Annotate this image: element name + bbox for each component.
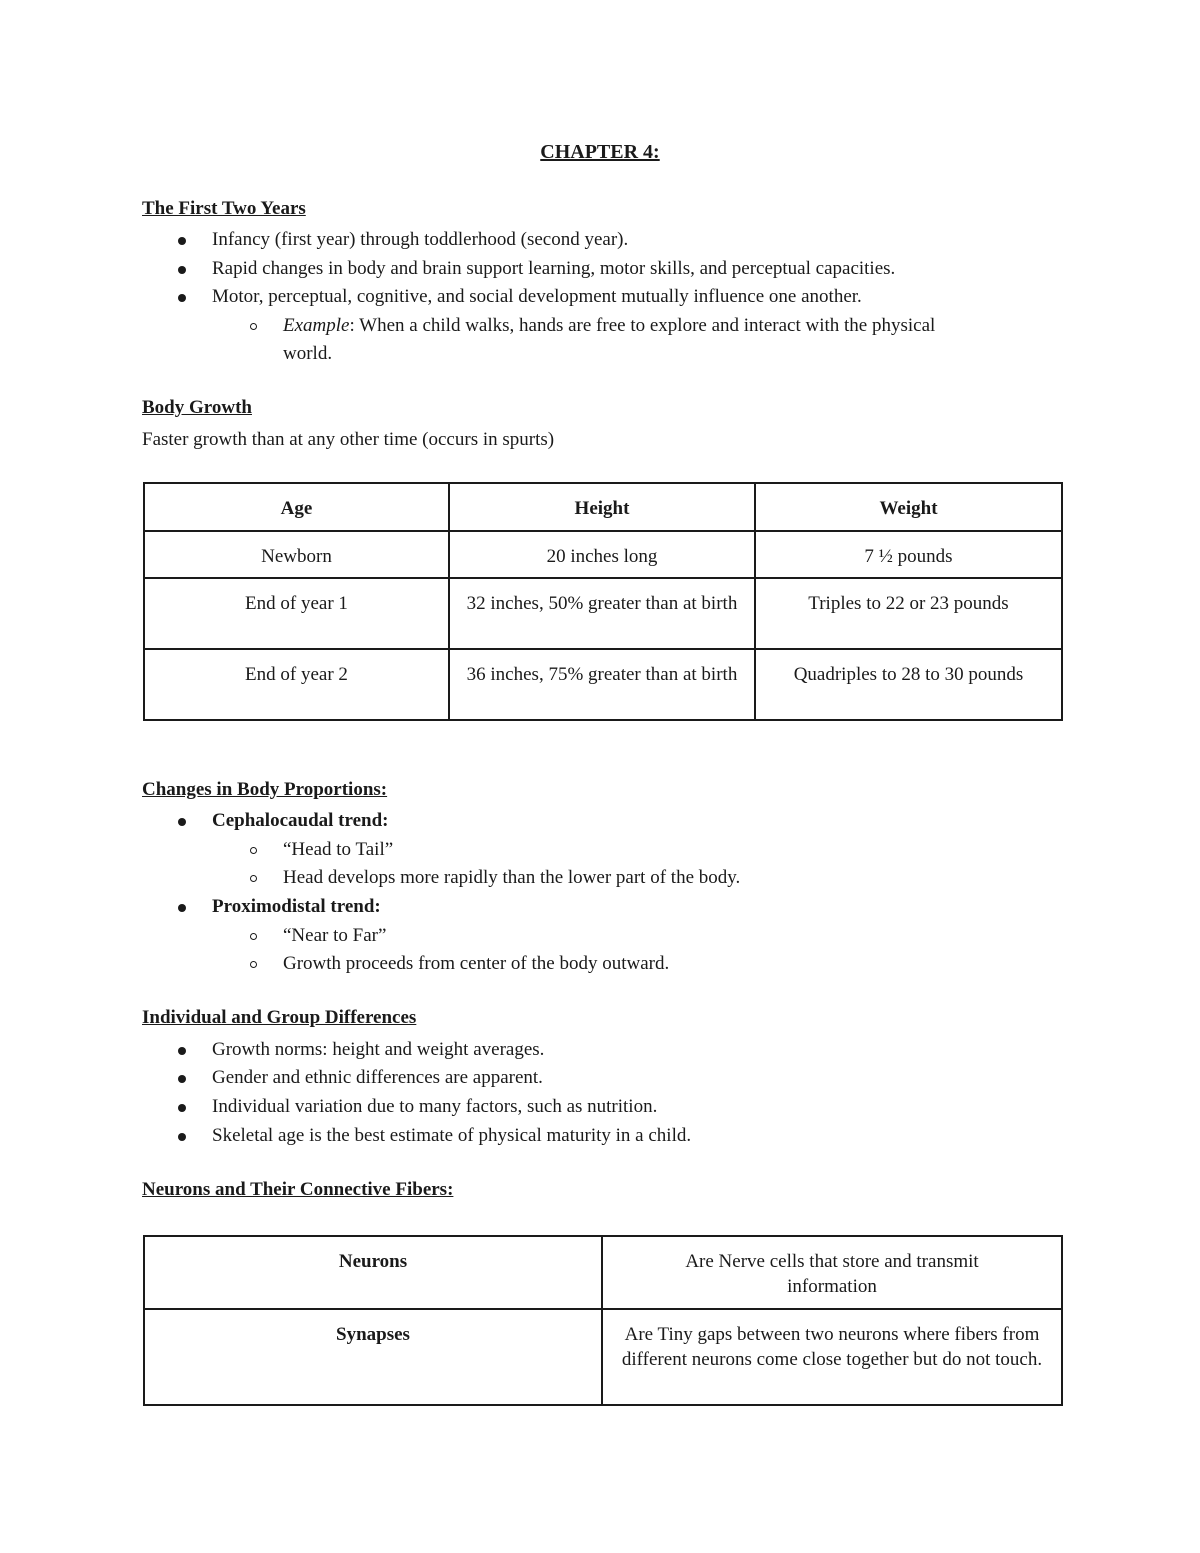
section-heading-body-growth: Body Growth	[142, 397, 252, 418]
sub-bullet-icon	[250, 933, 257, 940]
bullet-icon	[178, 266, 186, 274]
neurons-table	[143, 1235, 1063, 1406]
list-item: Growth norms: height and weight averages.	[212, 1039, 545, 1060]
table-cell: 32 inches, 50% greater than at birth	[449, 578, 755, 649]
example-label: Example	[283, 315, 350, 336]
table-cell: 36 inches, 75% greater than at birth	[449, 649, 755, 720]
bullet-icon	[178, 1075, 186, 1083]
bullet-icon	[178, 1133, 186, 1141]
section-heading-neurons: Neurons and Their Connective Fibers:	[142, 1179, 454, 1200]
list-item: Gender and ethnic differences are apparent.	[212, 1067, 543, 1088]
list-item: Rapid changes in body and brain support learning, motor skills, and perceptual capacities.	[212, 258, 896, 279]
bullet-icon	[178, 904, 186, 912]
section-heading-differences: Individual and Group Differences	[142, 1007, 417, 1028]
table-cell: Are Nerve cells that store and transmit information	[602, 1236, 1062, 1309]
table-cell: Neurons	[144, 1236, 602, 1309]
table-row	[144, 649, 1062, 720]
table-row	[144, 578, 1062, 649]
trend-proximodistal: Proximodistal trend:	[212, 896, 381, 917]
bullet-icon	[178, 1047, 186, 1055]
sub-bullet-icon	[250, 847, 257, 854]
sub-list-item: “Near to Far”	[283, 925, 387, 946]
table-cell: 20 inches long	[449, 531, 755, 578]
bullet-icon	[178, 818, 186, 826]
table-header-cell: Weight	[755, 483, 1062, 531]
table-row	[144, 1236, 1062, 1309]
table-cell: Newborn	[144, 531, 449, 578]
list-item: Motor, perceptual, cognitive, and social development mutually influence one another.	[212, 286, 862, 307]
list-item: Individual variation due to many factors, such as nutrition.	[212, 1096, 658, 1117]
growth-table	[143, 482, 1063, 721]
table-cell: Triples to 22 or 23 pounds	[755, 578, 1062, 649]
table-cell: 7 ½ pounds	[755, 531, 1062, 578]
bullet-icon	[178, 1104, 186, 1112]
chapter-title: CHAPTER 4:	[540, 141, 660, 163]
sub-bullet-icon	[250, 875, 257, 882]
table-cell: Are Tiny gaps between two neurons where fibers from different neurons come close together but do not touch.	[602, 1309, 1062, 1405]
table-header-cell: Height	[449, 483, 755, 531]
list-item: Infancy (first year) through toddlerhood (second year).	[212, 229, 629, 250]
table-cell: Quadriples to 28 to 30 pounds	[755, 649, 1062, 720]
sub-list-item: Growth proceeds from center of the body outward.	[283, 953, 670, 974]
table-header-cell: Age	[144, 483, 449, 531]
example-text: : When a child walks, hands are free to explore and interact with the physical	[349, 315, 936, 336]
table-cell: End of year 1	[144, 578, 449, 649]
trend-cephalocaudal: Cephalocaudal trend:	[212, 810, 389, 831]
section-heading-first-two-years: The First Two Years	[142, 198, 306, 219]
table-cell: Synapses	[144, 1309, 602, 1405]
sub-bullet-icon	[250, 961, 257, 968]
table-row	[144, 531, 1062, 578]
sub-list-item	[283, 312, 935, 340]
list-item: Skeletal age is the best estimate of physical maturity in a child.	[212, 1125, 692, 1146]
sub-list-item: Head develops more rapidly than the lower part of the body.	[283, 867, 741, 888]
sub-list-item-continuation: world.	[283, 343, 333, 364]
section-heading-body-proportions: Changes in Body Proportions:	[142, 779, 388, 800]
table-cell: End of year 2	[144, 649, 449, 720]
table-row	[144, 1309, 1062, 1405]
body-growth-subtitle: Faster growth than at any other time (occurs in spurts)	[142, 429, 555, 450]
bullet-icon	[178, 237, 186, 245]
sub-list-item: “Head to Tail”	[283, 839, 394, 860]
sub-bullet-icon	[250, 323, 257, 330]
table-header-row	[144, 483, 1062, 531]
bullet-icon	[178, 294, 186, 302]
